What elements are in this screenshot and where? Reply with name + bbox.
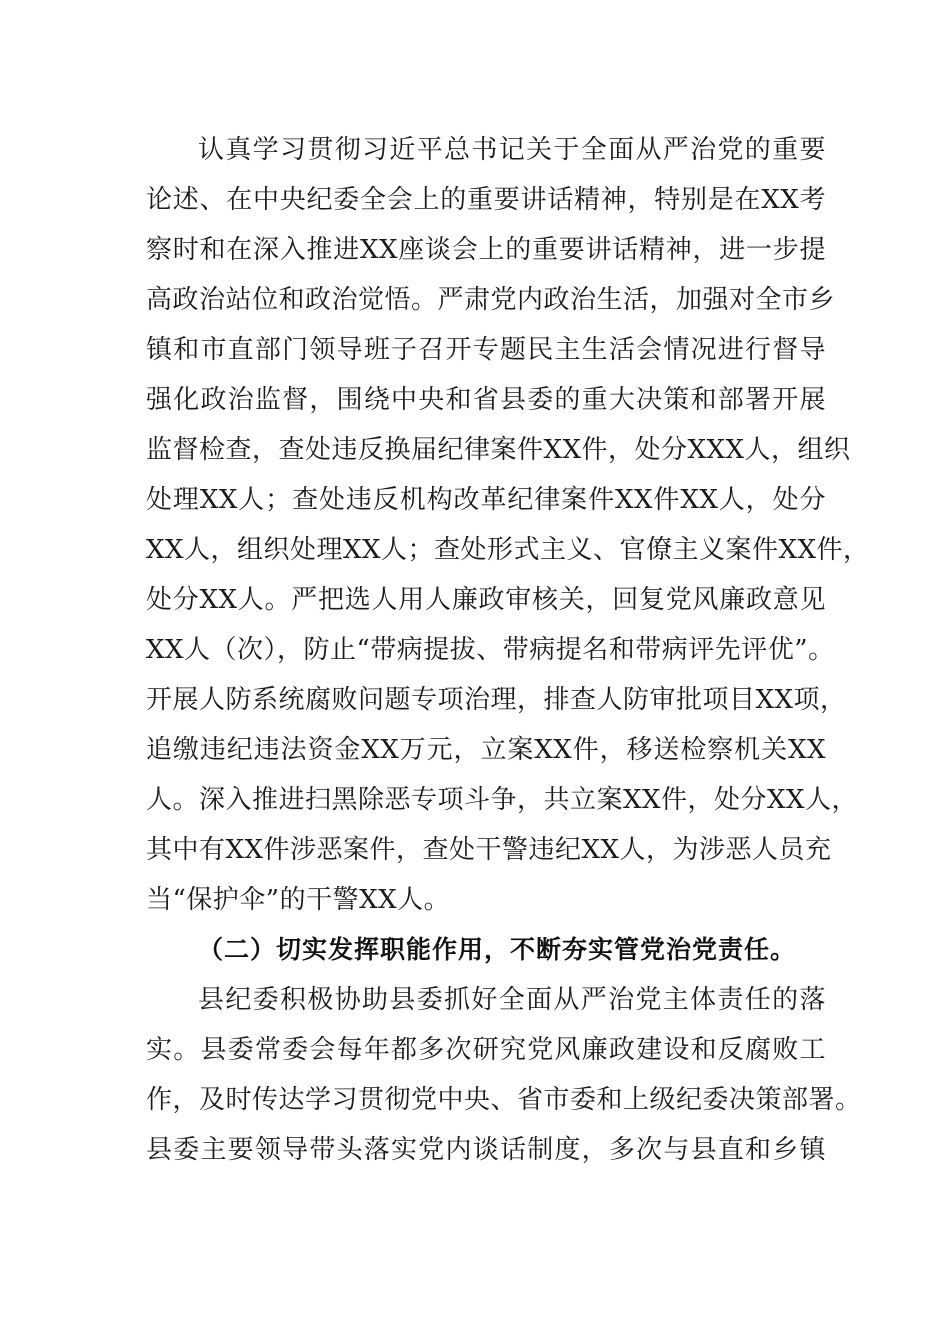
paragraph-1-line-12: 开展人防系统腐败问题专项治理，排查人防审批项目XX项， xyxy=(146,685,847,715)
paragraph-1-line-4: 高政治站位和政治觉悟。严肃党内政治生活，加强对全市乡 xyxy=(146,285,836,315)
paragraph-1-line-5: 镇和市直部门领导班子召开专题民主生活会情况进行督导 xyxy=(146,335,826,365)
paragraph-1-line-15: 其中有XX件涉恶案件，查处干警违纪XX人，为涉恶人员充 xyxy=(146,835,832,865)
paragraph-1-line-16: 当“保护伞”的干警XX人。 xyxy=(146,885,451,915)
paragraph-1-line-1: 认真学习贯彻习近平总书记关于全面从严治党的重要 xyxy=(198,135,826,165)
paragraph-1-line-2: 论述、在中央纪委全会上的重要讲话精神，特别是在XX考 xyxy=(146,185,826,215)
paragraph-1-line-8: 处理XX人；查处违反机构改革纪律案件XX件XX人，处分 xyxy=(146,485,826,515)
paragraph-1-line-3: 察时和在深入推进XX座谈会上的重要讲话精神，进一步提 xyxy=(146,235,826,265)
paragraph-1-line-9: XX人，组织处理XX人；查处形式主义、官僚主义案件XX件， xyxy=(146,535,870,565)
section-heading: （二）切实发挥职能作用，不断夯实管党治党责任。 xyxy=(198,935,797,964)
paragraph-1-line-11: XX人（次），防止“带病提拔、带病提名和带病评先评优”。 xyxy=(146,635,835,665)
paragraph-2-line-1: 县纪委积极协助县委抓好全面从严治党主体责任的落 xyxy=(198,985,826,1015)
paragraph-1-line-10: 处分XX人。严把选人用人廉政审核关，回复党风廉政意见 xyxy=(146,585,826,615)
paragraph-2-line-3: 作，及时传达学习贯彻党中央、省市委和上级纪委决策部署。 xyxy=(146,1085,862,1115)
paragraph-2-line-2: 实。县委常委会每年都多次研究党风廉政建设和反腐败工 xyxy=(146,1035,826,1065)
paragraph-1-line-6: 强化政治监督，围绕中央和省县委的重大决策和部署开展 xyxy=(146,385,826,415)
paragraph-1-line-13: 追缴违纪违法资金XX万元，立案XX件，移送检察机关XX xyxy=(146,735,826,765)
paragraph-2-line-4: 县委主要领导带头落实党内谈话制度，多次与县直和乡镇 xyxy=(146,1135,826,1165)
paragraph-1-line-7: 监督检查，查处违反换届纪律案件XX件，处分XXX人，组织 xyxy=(146,435,851,465)
paragraph-1-line-14: 人。深入推进扫黑除恶专项斗争，共立案XX件，处分XX人， xyxy=(146,785,859,815)
